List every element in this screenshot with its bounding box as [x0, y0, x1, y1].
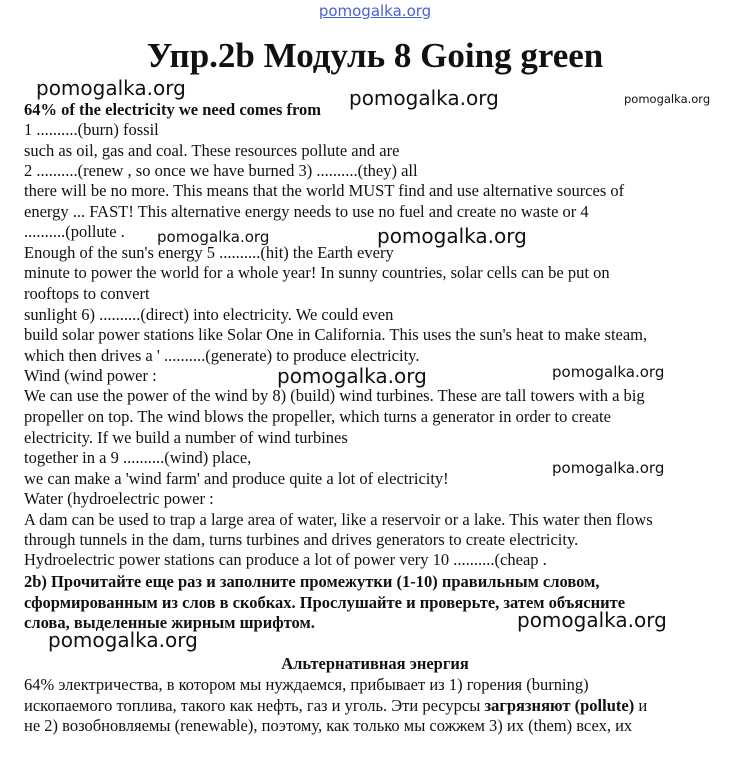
text-line: Enough of the sun's energy 5 ..........(hit) the Earth every	[24, 243, 394, 262]
site-link[interactable]: pomogalka.org	[318, 2, 432, 20]
watermark: pomogalka.org	[517, 608, 667, 632]
task-line: 2b) Прочитайте еще раз и заполните промежутки (1-10) правильным словом,	[24, 572, 600, 591]
translation-text: и	[634, 696, 648, 715]
watermark: pomogalka.org	[377, 224, 527, 248]
watermark: pomogalka.org	[624, 92, 711, 106]
text-line: energy ... FAST! This alternative energy needs to use no fuel and create no waste or 4	[24, 202, 589, 221]
bold-term: загрязняют (pollute)	[484, 696, 635, 715]
text-line: ..........(pollute .	[24, 222, 125, 241]
text-line: we can make a 'wind farm' and produce quite a lot of electricity!	[24, 469, 449, 488]
watermark: pomogalka.org	[157, 228, 270, 246]
translation-line: 64% электричества, в котором мы нуждаемся, прибывает из 1) горения (burning)	[24, 675, 589, 694]
text-line: electricity. If we build a number of wind turbines	[24, 428, 348, 447]
text-line: which then drives a ' ..........(generate) to produce electricity.	[24, 346, 420, 365]
watermark: pomogalka.org	[552, 459, 665, 477]
page-title: Упр.2b Модуль 8 Going green	[146, 36, 604, 75]
text-line: 64% of the electricity we need comes from	[24, 100, 322, 119]
text-line: 2 ..........(renew , so once we have burned 3) ..........(they) all	[24, 161, 418, 180]
task-line: сформированным из слов в скобках. Прослушайте и проверьте, затем объясните	[24, 593, 626, 612]
text-line: build solar power stations like Solar One in California. This uses the sun's heat to make steam,	[24, 325, 648, 344]
text-line: through tunnels in the dam, turns turbines and drives generators to create electricity.	[24, 530, 579, 549]
text-line: Hydroelectric power stations can produce a lot of power very 10 ..........(cheap .	[24, 550, 547, 569]
text-line: Wind (wind power :	[24, 366, 157, 385]
watermark: pomogalka.org	[277, 364, 427, 388]
text-line: rooftops to convert	[24, 284, 150, 303]
text-line: We can use the power of the wind by 8) (build) wind turbines. These are tall towers with a big	[24, 386, 645, 405]
text-line: together in a 9 ..........(wind) place,	[24, 448, 252, 467]
watermark: pomogalka.org	[349, 86, 499, 110]
translation-text: ископаемого топлива, такого как нефть, газ и уголь. Эти ресурсы	[24, 696, 485, 715]
text-line: there will be no more. This means that the world MUST find and use alternative sources of	[24, 181, 625, 200]
text-line: sunlight 6) ..........(direct) into electricity. We could even	[24, 305, 394, 324]
watermark: pomogalka.org	[552, 363, 665, 381]
translation-heading: Альтернативная энергия	[281, 654, 469, 673]
watermark: pomogalka.org	[48, 628, 198, 652]
translation-line: не 2) возобновляемы (renewable), поэтому, как только мы сожжем 3) их (them) всех, их	[24, 716, 633, 735]
task-line: слова, выделенные жирным шрифтом.	[24, 613, 315, 632]
text-line: minute to power the world for a whole year! In sunny countries, solar cells can be put on	[24, 263, 610, 282]
translation-line	[24, 696, 647, 716]
watermark: pomogalka.org	[36, 76, 186, 100]
text-line: 1 ..........(burn) fossil	[24, 120, 159, 139]
text-line: Water (hydroelectric power :	[24, 489, 214, 508]
text-line: A dam can be used to trap a large area of water, like a reservoir or a lake. This water then flows	[24, 510, 653, 529]
text-line: such as oil, gas and coal. These resources pollute and are	[24, 141, 400, 160]
text-line: propeller on top. The wind blows the propeller, which turns a generator in order to create	[24, 407, 611, 426]
